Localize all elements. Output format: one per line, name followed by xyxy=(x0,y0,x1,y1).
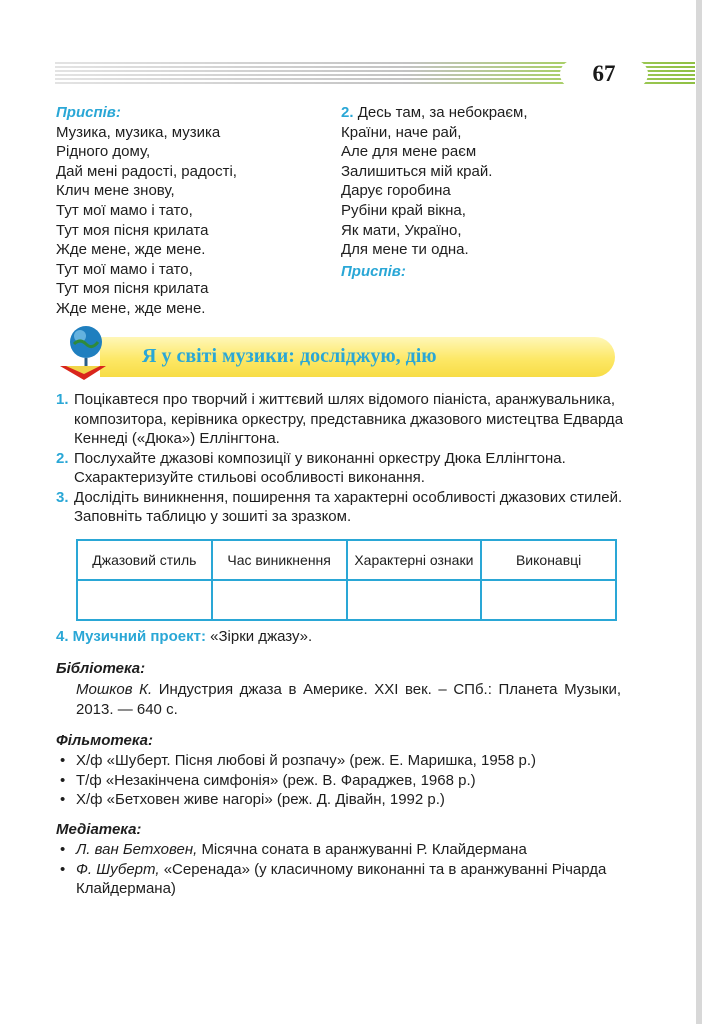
lyric-line: Клич мене знову, xyxy=(56,182,175,200)
page-number: 67 xyxy=(560,60,648,88)
lyric-line: Тут моя пісня крилата xyxy=(56,221,209,239)
song-left-column xyxy=(56,103,237,319)
table-header-cell: Характерні ознаки xyxy=(347,540,482,580)
lyric-line: Але для мене раєм xyxy=(341,143,477,161)
media-text: «Серенада» (у класичному виконанні та в аранжуванні Річарда Клайдермана) xyxy=(76,860,607,897)
lyric-line: Рідного дому, xyxy=(56,143,151,161)
table-cell xyxy=(212,580,347,620)
lyric-line: Десь там, за небокраєм, xyxy=(357,104,528,121)
list-item xyxy=(56,840,626,860)
films-title: Фільмотека: xyxy=(56,732,153,749)
lyric-line: Залишиться мій край. xyxy=(341,162,493,180)
lyric-line: Музика, музика, музика xyxy=(56,123,221,141)
task-number: 1. xyxy=(56,391,69,408)
list-item: • Х/ф «Шуберт. Пісня любові й розпачу» (реж. Е. Маришка, 1958 р.) xyxy=(56,751,626,771)
table-header-cell: Джазовий стиль xyxy=(77,540,212,580)
lyric-line: Жде мене, жде мене. xyxy=(56,299,206,317)
media-list xyxy=(56,840,626,899)
lyric-line: Країни, наче рай, xyxy=(341,123,462,141)
list-item: • Т/ф «Незакінчена симфонія» (реж. В. Фараджев, 1968 р.) xyxy=(56,771,626,791)
task-text: Послухайте джазові композиції у виконанні оркестру Дюка Еллінгтона. Схарактеризуйте стильові особливості виконання. xyxy=(74,449,566,486)
lyric-line: Жде мене, жде мене. xyxy=(56,241,206,259)
lyric-line: Дай мені радості, радості, xyxy=(56,162,237,180)
table-row xyxy=(77,580,616,620)
table-cell xyxy=(77,580,212,620)
refrain-label: Приспів: xyxy=(56,104,121,121)
library-entry xyxy=(76,680,621,720)
table-cell xyxy=(481,580,616,620)
page-edge xyxy=(696,0,702,1024)
table-cell xyxy=(347,580,482,620)
lyric-line: Тут мої мамо і тато, xyxy=(56,201,193,219)
section-title: Я у світі музики: досліджую, дію xyxy=(142,345,437,367)
verse-number: 2. xyxy=(341,104,354,121)
task-text: Поцікавтеся про творчий і життєвий шлях відомого піаніста, аранжувальника, композитора, керівника оркестру, представника джазового мистецтва Едварда Кеннеді («Дюка») Еллінгтона. xyxy=(74,391,624,447)
media-title: Медіатека: xyxy=(56,821,142,838)
table-header-cell: Виконавці xyxy=(481,540,616,580)
task-number: 3. xyxy=(56,488,69,506)
library-text: Индустрия джаза в Америке. XXI век. – СПб.: Планета Музыки, 2013. — 640 с. xyxy=(76,681,622,718)
refrain-label-2: Приспів: xyxy=(341,262,406,280)
lyric-line: Як мати, Україно, xyxy=(341,221,462,239)
library-author: Мошков К. xyxy=(76,681,153,698)
task-text: Дослідіть виникнення, поширення та характерні особливості джазових стилей. Заповніть таблицю у зошиті за зразком. xyxy=(74,488,623,525)
table-header-row xyxy=(77,540,616,580)
media-author: Ф. Шуберт, xyxy=(76,860,160,878)
task-item xyxy=(56,390,626,449)
films-list xyxy=(56,751,626,810)
lyric-line: Тут моя пісня крилата xyxy=(56,280,209,298)
lyric-line: Для мене ти одна. xyxy=(341,241,469,259)
task-list xyxy=(56,390,626,527)
lyric-line: Рубіни край вікна, xyxy=(341,201,466,219)
task-number: 2. xyxy=(56,449,69,467)
lyric-line: Тут мої мамо і тато, xyxy=(56,260,193,278)
project-label: 4. Музичний проект: xyxy=(56,628,206,645)
lyric-line: Дарує горобина xyxy=(341,182,451,200)
task-item xyxy=(56,488,626,527)
library-title: Бібліотека: xyxy=(56,660,146,677)
globe-icon xyxy=(56,322,110,380)
list-item xyxy=(56,860,626,899)
project-text: «Зірки джазу». xyxy=(210,628,313,645)
media-text: Місячна соната в аранжуванні Р. Клайдермана xyxy=(201,841,527,858)
list-item: • Х/ф «Бетховен живе нагорі» (реж. Д. Дівайн, 1992 р.) xyxy=(56,790,626,810)
table-header-cell: Час виникнення xyxy=(212,540,347,580)
media-author: Л. ван Бетховен, xyxy=(76,841,198,858)
song-right-column xyxy=(341,103,528,281)
jazz-styles-table xyxy=(76,539,617,621)
music-project xyxy=(56,628,312,645)
task-item xyxy=(56,449,626,488)
